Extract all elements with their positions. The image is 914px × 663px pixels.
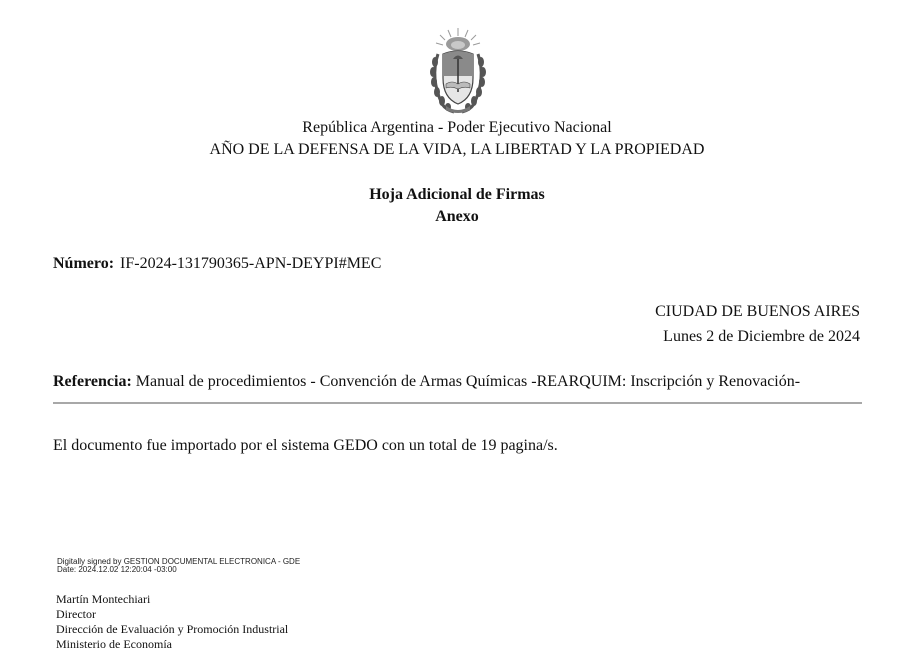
document-number [53, 255, 381, 273]
reference-label: Referencia: [53, 373, 132, 390]
document-number-value: IF-2024-131790365-APN-DEYPI#MEC [120, 255, 382, 272]
document-number-label: Número: [53, 255, 115, 272]
document-reference [53, 373, 800, 391]
coat-of-arms-icon [426, 26, 490, 116]
document-title: Hoja Adicional de Firmas [369, 186, 545, 203]
signer-role: Director [56, 607, 96, 621]
header-institution: República Argentina - Poder Ejecutivo Nacional [302, 119, 612, 136]
reference-value: Manual de procedimientos - Convención de Armas Químicas -REARQUIM: Inscripción y Renovación- [135, 373, 801, 390]
signer-name: Martín Montechiari [56, 592, 151, 606]
digital-signature-date: Date: 2024.12.02 12:20:04 -03:00 [57, 565, 177, 574]
section-divider [53, 402, 862, 404]
signer-ministry: Ministerio de Economía [56, 637, 172, 651]
document-body-text: El documento fue importado por el sistema GEDO con un total de 19 pagina/s. [53, 437, 558, 454]
signer-block [56, 592, 288, 652]
signer-unit: Dirección de Evaluación y Promoción Industrial [56, 622, 289, 636]
document-date: Lunes 2 de Diciembre de 2024 [663, 328, 860, 345]
digital-signature-stamp [57, 558, 300, 574]
digital-signature-line: Digitally signed by GESTION DOCUMENTAL ELECTRONICA - GDE [57, 557, 301, 566]
document-subtitle: Anexo [435, 208, 479, 225]
header-year-motto: AÑO DE LA DEFENSA DE LA VIDA, LA LIBERTAD Y LA PROPIEDAD [209, 141, 705, 158]
document-city: CIUDAD DE BUENOS AIRES [655, 303, 860, 320]
